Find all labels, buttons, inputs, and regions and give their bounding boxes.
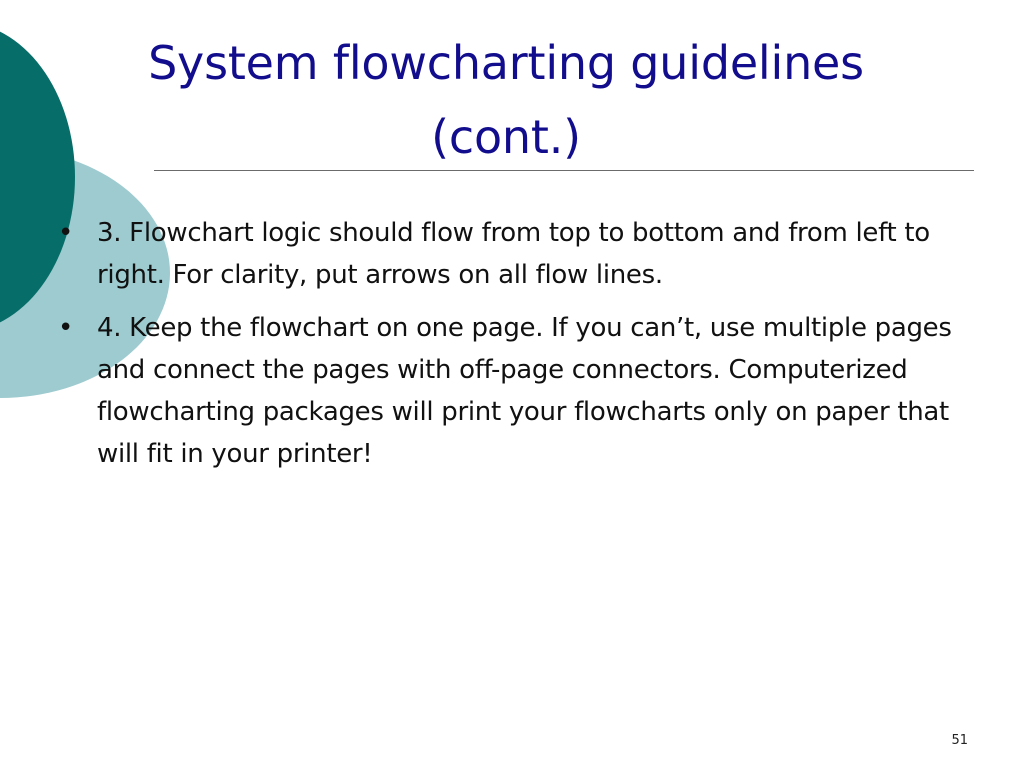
bullet-list <box>58 212 988 486</box>
bullet-text-one-page: 4. Keep the flowchart on one page. If you can’t, use multiple pages and connect the pages with off-page connectors. Computerized flowcharting packages will print your flowcharts only on paper that will fit in your printer! <box>97 313 952 469</box>
slide-page-number: 51 <box>951 733 968 748</box>
bullet-item-flow-direction <box>58 212 988 296</box>
title-divider <box>154 170 974 171</box>
bullet-dot-icon: • <box>58 313 74 343</box>
bullet-dot-icon: • <box>58 218 74 248</box>
bullet-item-one-page <box>58 307 988 475</box>
slide-title-line-2: (cont.) <box>431 110 581 164</box>
bullet-text-flow-direction: 3. Flowchart logic should flow from top to bottom and from left to right. For clarity, put arrows on all flow lines. <box>97 218 930 290</box>
slide-title-line-1: System flowcharting guidelines <box>148 36 864 90</box>
slide-title <box>100 26 912 174</box>
